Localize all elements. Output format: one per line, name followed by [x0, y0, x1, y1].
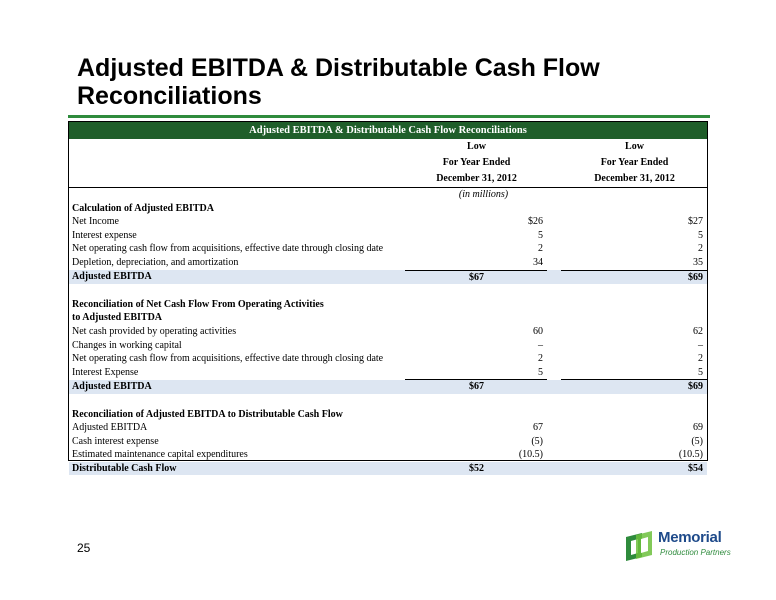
reconciliation-grid — [69, 139, 707, 475]
row-value-col1: – — [538, 339, 543, 351]
row-value-col1: $26 — [528, 216, 543, 228]
spacer-row — [69, 284, 707, 298]
table-title: Adjusted EBITDA & Distributable Cash Flow Reconciliations — [69, 122, 707, 139]
total-label: Distributable Cash Flow — [69, 462, 391, 476]
logo-mark-icon — [622, 529, 656, 563]
section1-heading: Calculation of Adjusted EBITDA — [72, 202, 214, 214]
total-label: Adjusted EBITDA — [69, 270, 391, 284]
table-row — [69, 256, 707, 270]
row-value-col2: 5 — [698, 229, 703, 241]
section3-heading: Reconciliation of Adjusted EBITDA to Distributable Cash Flow — [72, 408, 343, 420]
row-label: Interest expense — [72, 229, 137, 241]
units-label: (in millions) — [405, 188, 561, 202]
row-value-col1: 60 — [533, 325, 543, 337]
col1-header-line1: Low — [467, 141, 486, 152]
row-label: Net cash provided by operating activities — [72, 325, 237, 337]
row-value-col2: 69 — [693, 422, 703, 434]
table-row — [69, 242, 707, 256]
row-value-col1: 2 — [538, 353, 543, 365]
table-row — [69, 435, 707, 449]
row-label: Interest Expense — [72, 366, 139, 378]
row-value-col2: 2 — [698, 353, 703, 365]
row-value-col2: 5 — [561, 366, 707, 380]
column-header-row-1 — [69, 139, 707, 155]
col2-header-line1: Low — [625, 141, 644, 152]
table-row — [69, 352, 707, 366]
page-number: 25 — [77, 541, 91, 555]
row-value-col2: 35 — [561, 256, 707, 270]
spacer-row — [69, 394, 707, 408]
title-divider — [68, 115, 710, 118]
logo-tagline: Production Partners — [660, 548, 731, 557]
row-value-col1: 67 — [533, 422, 543, 434]
col1-header-line3: December 31, 2012 — [436, 173, 517, 184]
total-value-col2: $69 — [561, 270, 707, 284]
total-row — [69, 380, 707, 394]
col2-header-line2: For Year Ended — [600, 157, 669, 168]
row-value-col1: 34 — [405, 256, 547, 270]
total-value-col2: $54 — [561, 462, 707, 476]
col2-header-line3: December 31, 2012 — [594, 173, 675, 184]
table-row — [69, 339, 707, 353]
row-value-col1: (5) — [531, 435, 543, 447]
row-value-col2: (10.5) — [678, 449, 703, 461]
table-row — [69, 229, 707, 243]
row-label: Changes in working capital — [72, 339, 182, 351]
row-label: Net operating cash flow from acquisitions, effective date through closing date — [72, 353, 384, 365]
row-value-col2: (5) — [691, 435, 703, 447]
company-logo — [622, 527, 732, 563]
units-row — [69, 188, 707, 202]
logo-name: Memorial — [658, 529, 722, 546]
table-row — [69, 421, 707, 435]
row-label: Net operating cash flow from acquisitions, effective date through closing date — [72, 243, 384, 255]
section2-heading-line1: Reconciliation of Net Cash Flow From Operating Activities — [72, 298, 324, 310]
total-row — [69, 270, 707, 284]
table-row — [69, 366, 707, 380]
total-row — [69, 462, 707, 476]
section-heading — [69, 298, 707, 312]
section-heading — [69, 311, 707, 325]
section-heading — [69, 408, 707, 422]
section-heading — [69, 202, 707, 216]
col1-header-line2: For Year Ended — [442, 157, 511, 168]
row-value-col1: 5 — [538, 229, 543, 241]
row-value-col2: 2 — [698, 243, 703, 255]
total-value-col2: $69 — [561, 380, 707, 394]
total-value-col1: $67 — [405, 270, 547, 284]
row-label: Cash interest expense — [72, 435, 159, 447]
row-value-col1: 2 — [538, 243, 543, 255]
section2-heading-line2: to Adjusted EBITDA — [72, 312, 163, 324]
slide-title: Adjusted EBITDA & Distributable Cash Flow Reconciliations — [77, 54, 600, 110]
column-header-row-2 — [69, 155, 707, 171]
table-row — [69, 215, 707, 229]
row-label: Estimated maintenance capital expenditures — [72, 449, 248, 461]
row-value-col1: (10.5) — [518, 449, 543, 461]
row-value-col1: 5 — [405, 366, 547, 380]
total-label: Adjusted EBITDA — [69, 380, 391, 394]
row-value-col2: – — [698, 339, 703, 351]
row-label: Adjusted EBITDA — [72, 422, 148, 434]
row-value-col2: 62 — [693, 325, 703, 337]
total-value-col1: $67 — [405, 380, 547, 394]
table-row — [69, 448, 707, 462]
total-value-col1: $52 — [405, 462, 547, 476]
reconciliation-table — [68, 121, 708, 474]
column-header-row-3 — [69, 171, 707, 188]
row-value-col2: $27 — [688, 216, 703, 228]
table-row — [69, 325, 707, 339]
row-label: Net Income — [72, 216, 119, 228]
row-label: Depletion, depreciation, and amortization — [72, 257, 239, 269]
